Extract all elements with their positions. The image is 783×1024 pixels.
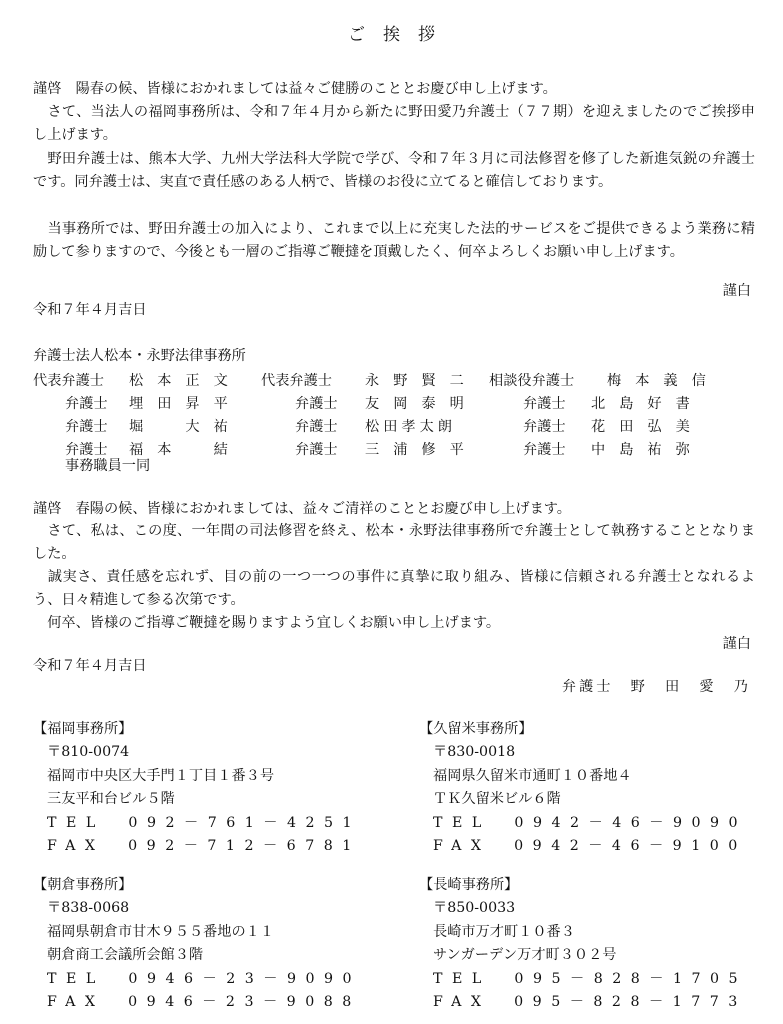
office-zip: 〒810-0074: [47, 744, 130, 761]
staff-title: 弁護士: [65, 419, 108, 435]
office-fax: FAX 095－828－1773: [433, 994, 747, 1011]
letter2-closing: 謹白: [722, 636, 751, 652]
staff-name: 中島祐弥: [591, 442, 704, 458]
staff-name: 友岡泰明: [365, 396, 478, 412]
office-zip: 〒838-0068: [47, 900, 130, 917]
letter1-closing: 謹白: [722, 283, 751, 299]
office-address: ＴＫ久留米ビル６階: [433, 791, 561, 808]
office-block-fukuoka: [33, 718, 361, 858]
office-name: 【久留米事務所】: [419, 721, 533, 737]
staff-name: 北島好書: [591, 396, 704, 412]
letter2-signature: 弁護士 野 田 愛 乃: [561, 679, 751, 695]
office-address: 長崎市万才町１０番３: [433, 923, 575, 940]
letter2-paragraph-1: 謹啓 春陽の候、皆様におかれましては、益々ご清祥のこととお慶び申し上げます。: [33, 501, 571, 517]
staff-title: 弁護士: [523, 396, 566, 412]
page-title: ご挨拶: [348, 25, 453, 45]
letter1-paragraph-3: 野田弁護士は、熊本大学、九州大学法科大学院で学び、令和７年３月に司法修習を修了した新進気鋭の弁護士です。同弁護士は、実直で責任感のある人柄で、皆様のお役に立てると確信しております。: [33, 151, 755, 191]
staff-name: 永野賢二: [365, 373, 478, 389]
staff-row: [33, 393, 755, 414]
staff-title: 相談役弁護士: [489, 373, 575, 389]
letter1-paragraph-2: さて、当法人の福岡事務所は、令和７年４月から新たに野田愛乃弁護士（７７期）を迎えましたのでご挨拶申し上げます。: [33, 104, 755, 144]
office-tel: TEL 0942－46－9090: [433, 814, 748, 831]
staff-name: 三浦修平: [365, 442, 478, 458]
staff-title: 代表弁護士: [33, 373, 104, 389]
letter2-paragraph-4: 何卒、皆様のご指導ご鞭撻を賜りますよう宜しくお願い申し上げます。: [33, 615, 501, 631]
staff-name: 花田弘美: [591, 419, 704, 435]
staff-title: 弁護士: [295, 419, 338, 435]
office-tel: TEL 095－828－1705: [433, 970, 748, 987]
office-block-asakura: [33, 874, 361, 1014]
letter2-date: 令和７年４月吉日: [33, 658, 147, 674]
office-address: 三友平和台ビル５階: [47, 791, 175, 808]
letter2-paragraph-3: 誠実さ、責任感を忘れず、目の前の一つ一つの事件に真摯に取り組み、皆様に信頼される弁護士となれるよう、日々精進して参る次第です。: [33, 569, 755, 609]
office-fax: FAX 0942－46－9100: [433, 838, 747, 855]
staff-all: 事務職員一同: [65, 458, 151, 474]
staff-title: 弁護士: [523, 419, 566, 435]
office-name: 【長崎事務所】: [419, 877, 519, 893]
staff-name: 堀 大祐: [129, 419, 242, 435]
staff-name: 松田孝太朗: [365, 419, 456, 435]
firm-name: 弁護士法人松本・永野法律事務所: [33, 348, 246, 364]
office-address: サンガーデン万才町３０２号: [433, 947, 617, 964]
staff-title: 弁護士: [523, 442, 566, 458]
office-name: 【朝倉事務所】: [33, 877, 133, 893]
staff-name: 福本 結: [129, 442, 242, 458]
staff-title: 弁護士: [65, 442, 108, 458]
staff-title: 弁護士: [295, 442, 338, 458]
staff-row: [33, 370, 755, 391]
letter1-paragraph-4: 当事務所では、野田弁護士の加入により、これまで以上に充実した法的サービスをご提供できるよう業務に精励して参りますので、今後とも一層のご指導ご鞭撻を頂戴したく、何卒よろしくお願い申し上げます。: [33, 221, 755, 261]
office-name: 【福岡事務所】: [33, 721, 133, 737]
office-tel: TEL 0946－23－9090: [47, 970, 362, 987]
office-zip: 〒830-0018: [433, 744, 516, 761]
letter1-date: 令和７年４月吉日: [33, 302, 147, 318]
office-fax: FAX 0946－23－9088: [47, 994, 361, 1011]
letter2-paragraph-2: さて、私は、この度、一年間の司法修習を終え、松本・永野法律事務所で弁護士として執務することとなりました。: [33, 523, 755, 563]
office-block-nagasaki: [419, 874, 747, 1014]
office-address: 福岡市中央区大手門１丁目１番３号: [47, 767, 275, 784]
staff-name: 松本正文: [129, 373, 242, 389]
office-address: 福岡県朝倉市甘木９５５番地の１１: [47, 923, 275, 940]
letter1-paragraph-1: 謹啓 陽春の候、皆様におかれましては益々ご健勝のこととお慶び申し上げます。: [33, 81, 557, 97]
staff-title: 弁護士: [295, 396, 338, 412]
office-address: 朝倉商工会議所会館３階: [47, 947, 204, 964]
staff-title: 代表弁護士: [261, 373, 332, 389]
staff-row: [33, 416, 755, 437]
staff-name: 梅本義信: [607, 373, 720, 389]
staff-title: 弁護士: [65, 396, 108, 412]
office-block-kurume: [419, 718, 747, 858]
office-zip: 〒850-0033: [433, 900, 516, 917]
office-tel: TEL 092－761－4251: [47, 814, 362, 831]
staff-name: 埋田昇平: [129, 396, 242, 412]
office-address: 福岡県久留米市通町１０番地４: [433, 767, 632, 784]
office-fax: FAX 092－712－6781: [47, 838, 361, 855]
